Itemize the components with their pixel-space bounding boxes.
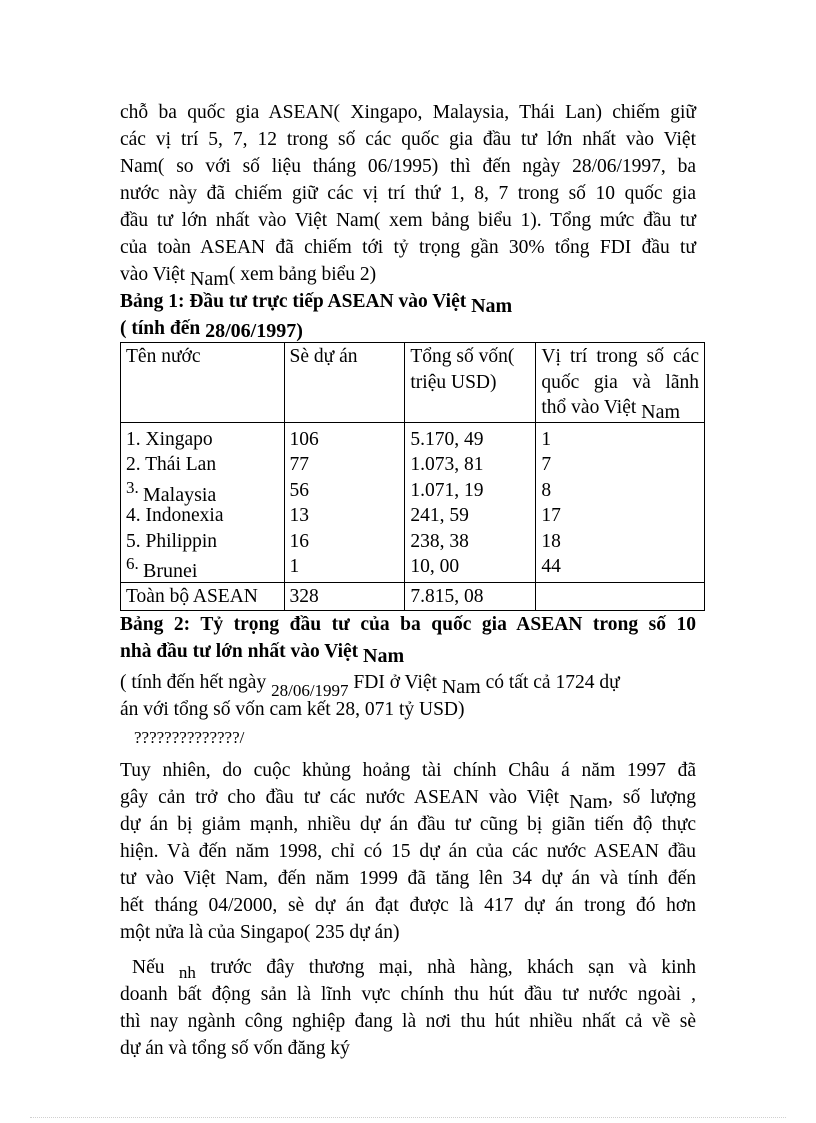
fdi-table <box>120 342 705 611</box>
table2-note <box>120 669 696 700</box>
text-span: Nam <box>569 790 608 813</box>
intro-line <box>120 261 696 288</box>
text-span: quốc gia và lãnh <box>541 371 699 393</box>
country-column <box>121 422 285 582</box>
text-span: Nếu <box>132 956 179 978</box>
capital-column <box>405 422 536 582</box>
table-cell: 13 <box>289 505 310 526</box>
text-span <box>541 395 699 421</box>
table-cell: 238, 38 <box>410 530 469 552</box>
header-cell: Sè dự án <box>284 343 405 423</box>
missing-table-placeholder: ??????????????/ <box>134 727 245 747</box>
table-cell: 1.071, 19 <box>410 479 484 501</box>
table-cell: 1.073, 81 <box>410 454 484 475</box>
table-cell: 10, 00 <box>410 556 460 577</box>
text-span: nh <box>178 962 196 982</box>
total-cell: Toàn bộ ASEAN <box>121 582 285 610</box>
page-bottom-divider <box>30 1117 786 1118</box>
paragraph-line <box>120 784 696 811</box>
page-content <box>120 99 699 1062</box>
intro-line: các vị trí 5, 7, 12 trong số các quốc gia đầu tư lớn nhất vào Việt <box>120 129 696 150</box>
paragraph-line: doanh bất động sản là lĩnh vực chính thu hút đầu tư nước ngoài , <box>120 983 696 1005</box>
paragraph-2 <box>120 757 696 946</box>
paragraph-line: một nửa là của Singapo( 235 dự án) <box>120 921 400 943</box>
table-cell: 44 <box>541 556 561 577</box>
table-cell: 2. Thái Lan <box>126 454 217 475</box>
table-cell: 5.170, 49 <box>410 428 484 450</box>
text-span: 6. <box>126 554 143 573</box>
projects-column <box>284 422 405 582</box>
header-cell: Tên nước <box>121 343 285 423</box>
text-span: Nam <box>441 675 481 698</box>
table-cell: 1 <box>289 556 300 577</box>
paragraph-line: Tuy nhiên, do cuộc khủng hoảng tài chính Châu á năm 1997 đã <box>120 759 696 781</box>
table-header-row <box>121 343 705 423</box>
paragraph-line <box>120 954 696 981</box>
total-cell <box>536 582 705 610</box>
table-cell: 77 <box>289 454 310 475</box>
text-span: triệu USD) <box>410 371 497 393</box>
intro-line: nước này đã chiếm giữ các vị trí thứ 1, 8, 7 trong số 10 quốc gia <box>120 183 696 204</box>
text-span: FDI ở Việt <box>348 671 442 693</box>
intro-line: Nam( so với số liệu tháng 06/1995) thì đến ngày 28/06/1997, ba <box>120 156 696 177</box>
table-body <box>121 422 705 582</box>
table2-title-line <box>120 638 696 665</box>
text-span: thổ vào Việt <box>541 397 642 418</box>
text-span: trước đây thương mại, nhà hàng, khách sạn và kinh <box>195 956 696 978</box>
table-cell: 241, 59 <box>410 505 469 526</box>
text-span: Nam <box>189 268 229 290</box>
text-span: có tất cả 1724 dự <box>480 671 620 693</box>
paragraph-line: tư vào Việt Nam, đến năm 1999 đã tăng lên 34 dự án và tính đến <box>120 867 696 889</box>
intro-line: đầu tư lớn nhất vào Việt Nam( xem bảng biểu 1). Tổng mức đầu tư <box>120 210 696 231</box>
total-cell: 328 <box>284 582 405 610</box>
paragraph-line: hiện. Và đến năm 1998, chỉ có 15 dự án của các nước ASEAN đầu <box>120 840 696 862</box>
text-span: Malaysia <box>143 483 217 506</box>
text-span: 3. <box>126 477 143 497</box>
text-span: , số lượng <box>607 786 696 808</box>
table2-title-line: Bảng 2: Tỷ trọng đầu tư của ba quốc gia ASEAN trong số 10 <box>120 613 696 635</box>
paragraph-line: dự án bị giảm mạnh, nhiều dự án đầu tư cũng bị giãn tiến độ thực <box>120 813 696 835</box>
intro-line: của toàn ASEAN đã chiếm tới tỷ trọng gần 30% tổng FDI đầu tư <box>120 237 696 258</box>
table-cell: 17 <box>541 505 561 526</box>
text-span: Nam <box>471 295 513 317</box>
text-span: Vị trí trong số các <box>541 346 699 367</box>
text-span: Bảng 1: Đầu tư trực tiếp ASEAN vào Việt <box>120 291 472 312</box>
paragraph-line: hết tháng 04/2000, sè dự án đạt được là 417 dự án trong đó hơn <box>120 894 696 916</box>
text-span: Nam <box>641 401 681 423</box>
table-cell: 56 <box>289 479 310 501</box>
table-cell: 1 <box>541 428 552 450</box>
header-cell <box>405 343 536 423</box>
paragraph-line: dự án và tổng số vốn đăng ký <box>120 1037 350 1059</box>
text-span: vào Việt <box>120 264 190 285</box>
table-total-row <box>121 582 705 610</box>
text-span: 28/06/1997 <box>271 680 349 700</box>
table2-note: án với tổng số vốn cam kết 28, 071 tỷ USD) <box>120 698 465 720</box>
table-cell: 5. Philippin <box>126 530 218 552</box>
table-cell <box>126 478 279 504</box>
table-cell: 8 <box>541 479 552 501</box>
paragraph-line: thì nay ngành công nghiệp đang là nơi thu hút nhiều nhất cả về sè <box>120 1010 696 1032</box>
intro-line: chỗ ba quốc gia ASEAN( Xingapo, Malaysia, Thái Lan) chiếm giữ <box>120 102 696 123</box>
text-span: ( xem bảng biểu 2) <box>228 264 377 285</box>
table-cell: 106 <box>289 428 319 450</box>
table1-title <box>120 288 696 315</box>
text-span: 28/06/1997) <box>205 320 303 342</box>
intro-paragraph <box>120 99 696 288</box>
table-cell: 18 <box>541 530 561 552</box>
table-cell: 7 <box>541 454 552 475</box>
text-span: Nam <box>363 644 405 667</box>
text-span: Brunei <box>143 560 198 582</box>
text-span: nhà đầu tư lớn nhất vào Việt <box>120 640 364 662</box>
text-span: gây cản trở cho đầu tư các nước ASEAN vào Việt <box>120 786 570 808</box>
table-cell: 16 <box>289 530 310 552</box>
rank-column <box>536 422 705 582</box>
text-span: Tổng số vốn( <box>410 346 515 367</box>
text-span: ( tính đến <box>120 318 206 339</box>
table1-subtitle <box>120 315 696 342</box>
header-cell <box>536 343 705 423</box>
total-cell: 7.815, 08 <box>405 582 536 610</box>
table-cell <box>126 554 279 580</box>
paragraph-3 <box>120 954 696 1062</box>
table-cell: 1. Xingapo <box>126 428 213 450</box>
table-cell: 4. Indonexia <box>126 505 224 526</box>
text-span: ( tính đến hết ngày <box>120 671 272 693</box>
